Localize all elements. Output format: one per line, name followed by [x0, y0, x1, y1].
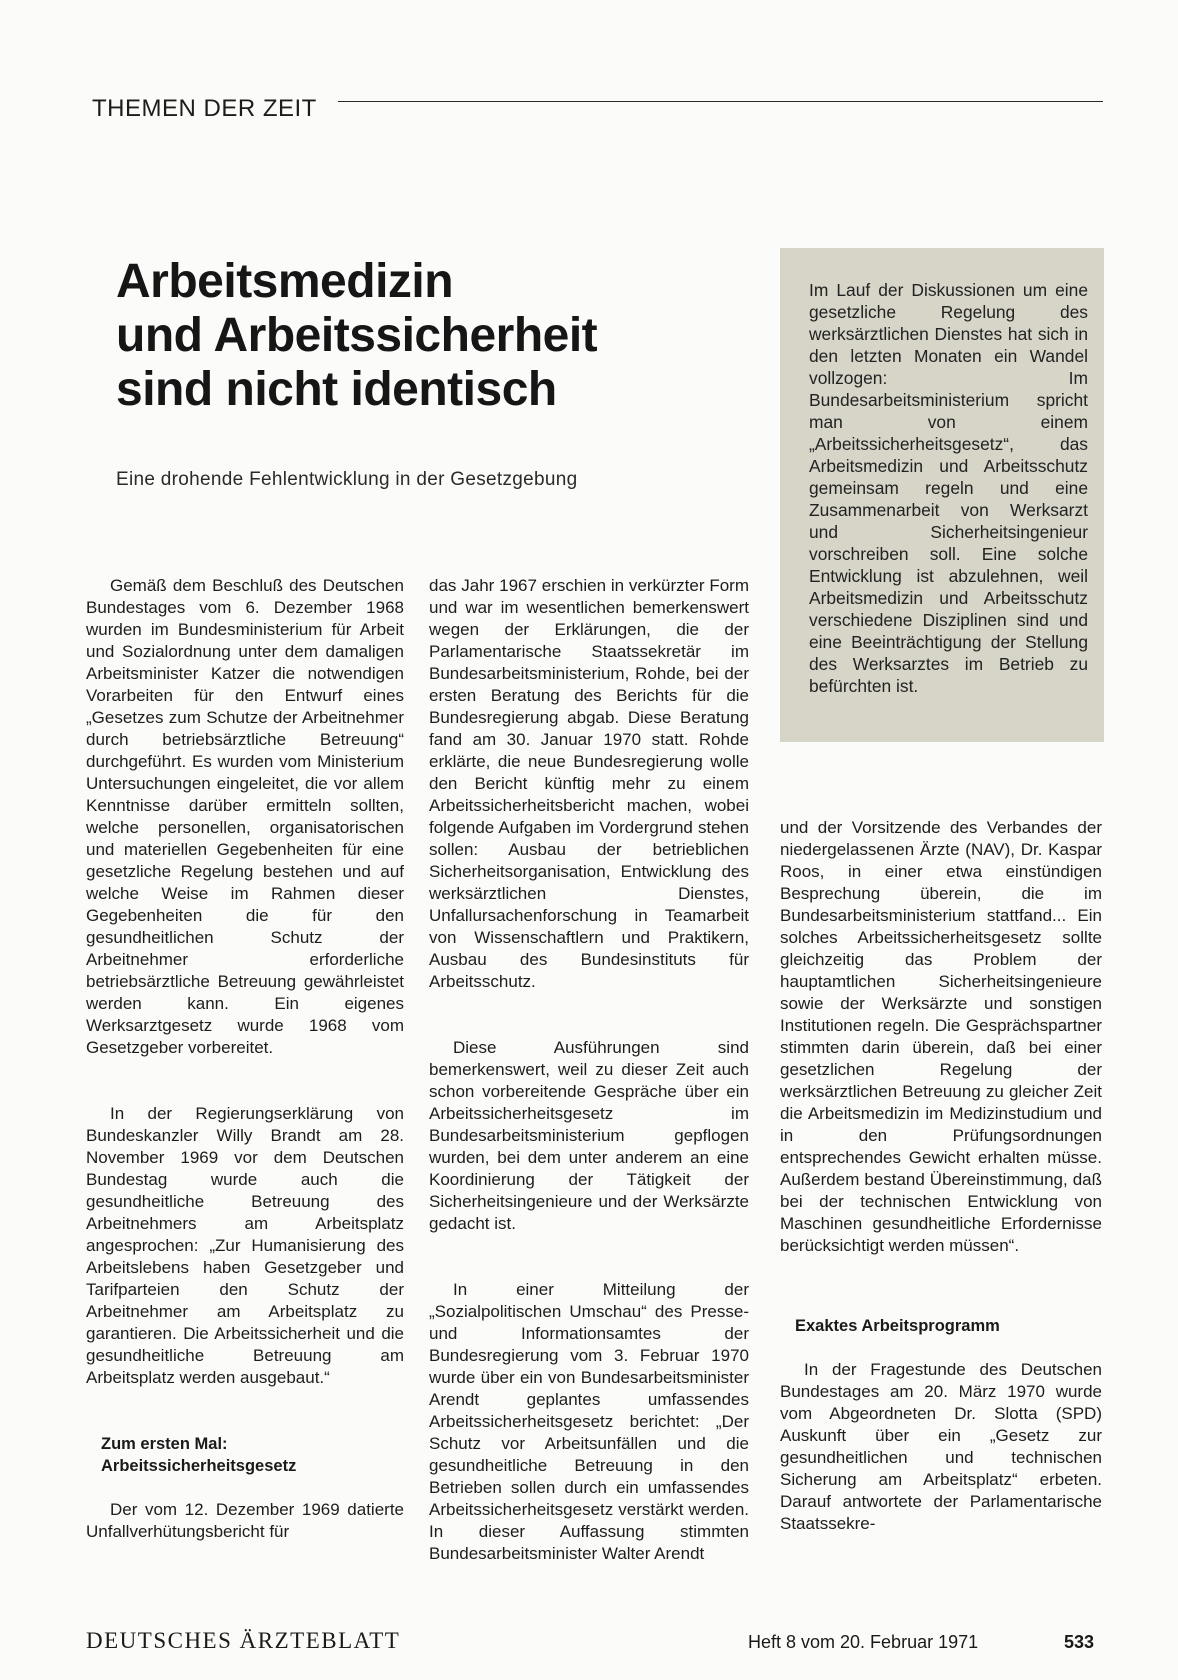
article-title-line: Arbeitsmedizin: [116, 255, 454, 308]
text-column-1: [86, 575, 404, 1543]
publication-name: DEUTSCHES ÄRZTEBLATT: [86, 1628, 401, 1653]
text-column-3: [780, 817, 1102, 1535]
paragraph: Gemäß dem Beschluß des Deutschen Bundestages vom 6. Dezember 1968 wurden im Bundesministerium für Arbeit und Sozialordnung unter dem damaligen Arbeitsminister Katzer die notwendigen Vorarbeiten für den Entwurf eines „Gesetzes zum Schutze der Arbeitnehmer durch betriebsärztliche Betreuung“ durchgeführt. Es wurden vom Ministerium Untersuchungen eingeleitet, die vor allem Kenntnisse darüber ermitteln sollten, welche personellen, organisatorischen und materiellen Gegebenheiten für eine gesetzliche Regelung bestehen und auf welche Weise im Rahmen dieser Gegebenheiten die für den gesundheitlichen Schutz der Arbeitnehmer erforderliche betriebsärztliche Betreuung gewährleistet werden kann. Ein eigenes Werksarztgesetz wurde 1968 vom Gesetzgeber vorbereitet.: [86, 576, 404, 1057]
paragraph: Der vom 12. Dezember 1969 datierte Unfallverhütungsbericht für: [86, 1500, 404, 1541]
section-heading: [86, 1433, 404, 1477]
page-number: 533: [1064, 1632, 1095, 1652]
issue-info: Heft 8 vom 20. Februar 1971: [748, 1632, 979, 1652]
article-title: [116, 255, 736, 417]
header-rule: [338, 101, 1103, 102]
paragraph: Diese Ausführungen sind bemerkenswert, weil zu dieser Zeit auch schon vorbereitende Gespräche über ein Arbeitssicherheitsgesetz im Bundesarbeitsministerium gepflogen wurden, bei dem unter anderem an eine Koordinierung der Tätigkeit der Sicherheitsingenieure und der Werksärzte gedacht ist.: [429, 1038, 749, 1233]
paragraph: In der Fragestunde des Deutschen Bundestages am 20. März 1970 wurde vom Abgeordneten Dr. Slotta (SPD) Auskunft über ein „Gesetz zur gesundheitlichen und technischen Sicherung am Arbeitsplatz“ erbeten. Darauf antwortete der Parlamentarische Staatssekre-: [780, 1360, 1102, 1533]
section-heading-line: Arbeitssicherheitsgesetz: [101, 1457, 297, 1475]
section-heading-line: Zum ersten Mal:: [101, 1435, 228, 1453]
article-title-line: sind nicht identisch: [116, 363, 557, 416]
section-heading: Exaktes Arbeitsprogramm: [795, 1317, 1000, 1335]
article-subtitle: Eine drohende Fehlentwicklung in der Gesetzgebung: [116, 469, 578, 490]
paragraph: In einer Mitteilung der „Sozialpolitischen Umschau“ des Presse- und Informationsamtes der Bundesregierung vom 3. Februar 1970 wurde über ein von Bundesarbeitsminister Arendt geplantes umfassendes Arbeitssicherheitsgesetz berichtet: „Der Schutz vor Arbeitsunfällen und die gesundheitliche Betreuung in den Betrieben sollen durch ein umfassendes Arbeitssicherheitsgesetz verstärkt werden. In dieser Auffassung stimmten Bundesarbeitsminister Walter Arendt: [429, 1280, 749, 1563]
text-column-2: [429, 575, 749, 1565]
pullquote-box: [780, 248, 1104, 742]
paragraph: In der Regierungserklärung von Bundeskanzler Willy Brandt am 28. November 1969 vor dem Deutschen Bundestag wurde auch die gesundheitliche Betreuung des Arbeitnehmers am Arbeitsplatz angesprochen: „Zur Humanisierung des Arbeitslebens haben Gesetzgeber und Tarifparteien den Schutz der Arbeitnehmer am Arbeitsplatz zu garantieren. Die Arbeitssicherheit und die gesundheitliche Betreuung am Arbeitsplatz werden ausgebaut.“: [86, 1104, 404, 1387]
paragraph: das Jahr 1967 erschien in verkürzter Form und war im wesentlichen bemerkenswert wegen der Erklärungen, die der Parlamentarische Staatssekretär im Bundesarbeitsministerium, Rohde, bei der ersten Beratung des Berichts für die Bundesregierung abgab. Diese Beratung fand am 30. Januar 1970 statt. Rohde erklärte, die neue Bundesregierung wolle den Bericht künftig mehr zu einem Arbeitssicherheitsbericht machen, wobei folgende Aufgaben im Vordergrund stehen sollen: Ausbau der betrieblichen Sicherheitsorganisation, Entwicklung des werksärztlichen Dienstes, Unfallursachenforschung in Teamarbeit von Wissenschaftlern und Praktikern, Ausbau des Bundesinstituts für Arbeitsschutz.: [429, 576, 749, 991]
section-label: THEMEN DER ZEIT: [92, 95, 317, 122]
article-title-line: und Arbeitssicherheit: [116, 309, 598, 362]
pullquote-text: Im Lauf der Diskussionen um eine gesetzliche Regelung des werksärztlichen Dienstes hat sich in den letzten Monaten ein Wandel vollzogen: Im Bundesarbeitsministerium spricht man von einem „Arbeitssicherheitsgesetz“, das Arbeitsmedizin und Arbeitsschutz gemeinsam regeln und eine Zusammenarbeit von Werksarzt und Sicherheitsingenieur vorschreiben soll. Eine solche Entwicklung ist abzulehnen, weil Arbeitsmedizin und Arbeitsschutz verschiedene Disziplinen sind und eine Beeinträchtigung der Stellung des Werksarztes im Betrieb zu befürchten ist.: [809, 280, 1088, 696]
paragraph: und der Vorsitzende des Verbandes der niedergelassenen Ärzte (NAV), Dr. Kaspar Roos, in einer etwa einstündigen Besprechung überein, die im Bundesarbeitsministerium stattfand... Ein solches Arbeitssicherheitsgesetz sollte gleichzeitig das Problem der hauptamtlichen Sicherheitsingenieure sowie der Werksärzte und sonstigen Institutionen regeln. Die Gesprächspartner stimmten darin überein, daß bei einer gesetzlichen Regelung der werksärztlichen Betreuung zu gleicher Zeit die Arbeitsmedizin im Medizinstudium und in den Prüfungsordnungen entsprechendes Gewicht erhalten müsse. Außerdem bestand Übereinstimmung, daß bei der technischen Entwicklung von Maschinen gesundheitliche Erfordernisse berücksichtigt werden müssen“.: [780, 818, 1102, 1255]
